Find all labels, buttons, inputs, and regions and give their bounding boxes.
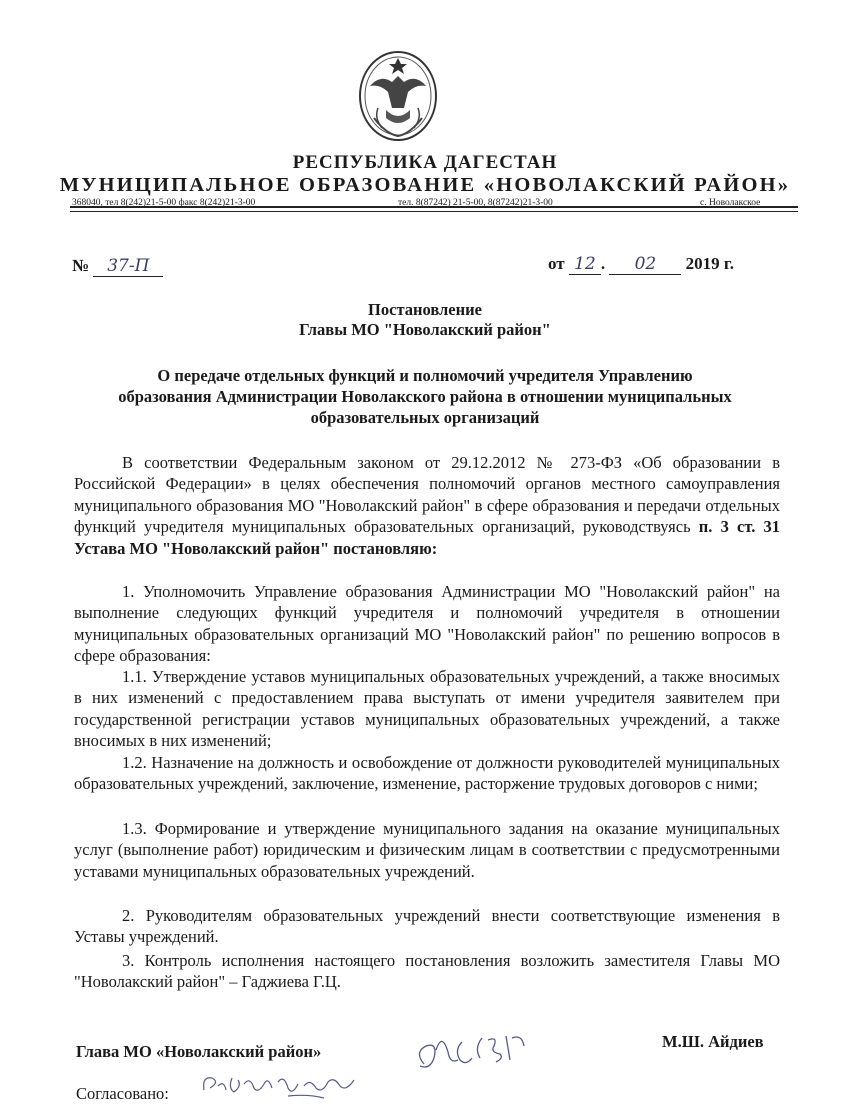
body-p3-text: 3. Контроль исполнения настоящего постановления возложить заместителя Главы МО "Новолакский район" – Гаджиева Г.Ц. [74,951,780,992]
date-month: 02 [609,254,681,275]
body-intro-bold: п. 3 ст. 31 Устава МО "Новолакский район" постановляю: [74,517,781,558]
doc-subject-line1: О передаче отдельных функций и полномочий учредителя Управлению [157,366,693,385]
body-p1-1 [74,666,780,752]
document-number-prefix: № [72,256,90,275]
header-contact-left: 368040, тел 8(242)21-5-00 факс 8(242)21-3-00 [72,198,256,208]
header-republic: РЕСПУБЛИКА ДАГЕСТАН [292,152,558,173]
body-p1-text: 1. Уполномочить Управление образования Администрации МО "Новолакский район" на выполнение следующих функций учредителя и полномочий учредителя в отношении муниципальных образовательных организаций МО "Новолакский район" по решению вопросов в сфере образования: [74,582,780,666]
date-year: 2019 г. [685,254,734,273]
header-contact-right: с. Новолакское [700,198,761,208]
body-p1-3 [74,818,780,882]
agreed-label: Согласовано: [76,1084,169,1103]
date-day: 12 [569,254,601,275]
body-p1-2-text: 1.2. Назначение на должность и освобождение от должности руководителей муниципальных образовательных учреждений, заключение, изменение, расторжение трудовых договоров с ними; [74,753,780,794]
doc-subject-line2: образования Администрации Новолакского района в отношении муниципальных [118,387,732,406]
body-p2 [74,905,780,948]
document-number-value: 37-П [93,256,163,277]
doc-title-line2: Главы МО "Новолакский район" [299,320,551,339]
signature-name: М.Ш. Айдиев [662,1032,764,1051]
body-p1-1-text: 1.1. Утверждение уставов муниципальных образовательных учреждений, а также вносимых в них изменений с предоставлением права выступать от имени учредителя заявителем при государственной регистрации уставов муниципальных образовательных учреждений, а также вносимых в них изменений; [74,667,780,751]
body-intro [74,452,780,559]
date-prefix: от [548,254,565,273]
header-rule-thin [70,211,798,212]
doc-subject-line3: образовательных организаций [310,408,540,427]
body-p3 [74,950,780,993]
coat-of-arms-emblem [356,48,440,144]
body-p1-2 [74,752,780,795]
body-p1 [74,581,780,667]
document-date: от 12 . 02 2019 г. [548,254,734,274]
document-number [72,256,163,277]
header-municipality: МУНИЦИПАЛЬНОЕ ОБРАЗОВАНИЕ «НОВОЛАКСКИЙ РАЙОН» [59,174,791,196]
header-contact-mid: тел. 8(87242) 21-5-00, 8(87242)21-3-00 [398,198,553,208]
body-p1-3-text: 1.3. Формирование и утверждение муниципального задания на оказание муниципальных услуг (выполнение работ) юридическим и физическим лицам в соответствии с предусмотренными уставами муниципальных образовательных учреждений. [74,819,780,881]
body-p2-text: 2. Руководителям образовательных учреждений внести соответствующие изменения в Уставы учреждений. [74,906,780,947]
body-intro-text: В соответствии Федеральным законом от 29.12.2012 № 273-ФЗ «Об образовании в Российской Федерации» в целях обеспечения полномочий органов местного самоуправления муниципального образования МО "Новолакский район" в сфере образования и передачи отдельных функций учредителя муниципальных образовательных организаций, руководствуясь [74,453,780,537]
header-rule-thick [70,206,798,208]
handwritten-signature [412,1024,552,1076]
signature-position: Глава МО «Новолакский район» [76,1042,322,1061]
doc-title-line1: Постановление [368,300,482,319]
agreed-handwritten-signature [198,1066,368,1100]
